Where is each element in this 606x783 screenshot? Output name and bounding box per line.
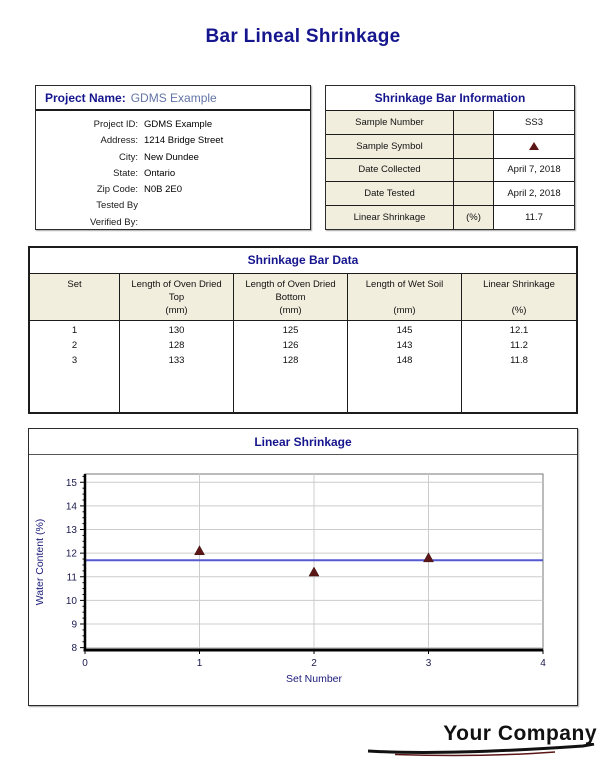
info-table-row (326, 181, 574, 205)
svg-text:12: 12 (65, 548, 77, 560)
svg-text:2: 2 (311, 658, 317, 669)
data-table-column-header (348, 274, 462, 320)
project-field-value: GDMS Example (144, 119, 213, 130)
svg-text:14: 14 (65, 501, 77, 513)
header-line: Set (67, 279, 82, 290)
project-field-row (36, 166, 310, 182)
svg-text:11: 11 (66, 572, 77, 584)
project-field-label: Zip Code: (96, 184, 138, 196)
info-rows (326, 111, 574, 229)
header-line: Length of Wet Soil (365, 279, 444, 290)
data-table-cell: 3 (71, 355, 78, 366)
data-table-cell: 1 (71, 325, 78, 336)
project-field-row (36, 182, 310, 198)
svg-text:9: 9 (71, 619, 77, 631)
project-field-value: Ontario (144, 167, 176, 179)
data-table-cell: 11.8 (510, 355, 528, 366)
data-table-cell: 143 (396, 340, 413, 351)
data-table-column (462, 321, 576, 412)
data-table-cell: 145 (396, 325, 413, 336)
info-row-unit (454, 182, 494, 205)
info-row-value: April 7, 2018 (507, 164, 561, 176)
project-field-row (36, 198, 310, 214)
shrinkage-bar-data-table (28, 246, 578, 414)
info-row-value (494, 135, 574, 158)
header-line: (mm) (393, 305, 416, 316)
linear-shrinkage-chart-box (28, 428, 578, 706)
project-field-value: New Dundee (144, 151, 199, 163)
project-field-label: Project ID: (93, 119, 138, 130)
header-line (32, 304, 117, 317)
project-field-label: City: (119, 151, 138, 163)
svg-text:Water Content (%): Water Content (%) (34, 518, 46, 606)
info-table-row (326, 134, 574, 158)
data-table-body (30, 321, 576, 412)
data-table-cell: 128 (282, 355, 299, 366)
data-table-cell: 11.2 (510, 340, 528, 351)
logo-swoosh-icon (365, 743, 597, 757)
svg-text:3: 3 (425, 658, 432, 669)
info-row-value: April 2, 2018 (507, 188, 561, 200)
info-row-label: Linear Shrinkage (326, 206, 454, 229)
svg-text:Set Number: Set Number (285, 673, 343, 685)
info-box-header (326, 86, 574, 111)
project-info-box (35, 85, 311, 230)
svg-text:10: 10 (65, 595, 77, 607)
data-table-column-header (462, 274, 576, 320)
data-table-column-header (120, 274, 234, 320)
data-table-cell: 133 (168, 355, 185, 366)
data-table-column (120, 321, 234, 412)
data-table-column (348, 321, 462, 412)
project-field-label: Verified By: (89, 216, 138, 228)
project-field-label: State: (113, 167, 138, 179)
svg-text:4: 4 (540, 658, 546, 669)
header-line (32, 291, 117, 304)
data-table-cell: 2 (71, 340, 78, 351)
project-field-value: 1214 Bridge Street (144, 135, 224, 147)
info-row-unit (454, 135, 494, 158)
header-line (464, 291, 574, 304)
shrinkage-scatter-chart (29, 457, 577, 707)
data-table-cell: 125 (282, 325, 299, 336)
data-table-column-header (30, 274, 120, 320)
header-line: Top (168, 292, 185, 303)
svg-text:13: 13 (65, 525, 77, 537)
project-fields (36, 111, 310, 231)
top-row (35, 85, 575, 230)
chart-title: Linear Shrinkage (29, 429, 577, 455)
info-row-unit (454, 111, 494, 134)
data-table-column (234, 321, 348, 412)
svg-text:0: 0 (82, 658, 88, 669)
project-field-value: N0B 2E0 (144, 184, 183, 196)
header-line: Linear Shrinkage (483, 279, 555, 290)
footer (365, 722, 597, 757)
project-name-label: Project Name: (45, 90, 126, 105)
project-box-header (36, 86, 310, 111)
data-table-cell: 130 (168, 325, 185, 336)
data-table-header-row (30, 274, 576, 321)
info-row-value: 11.7 (525, 212, 543, 224)
project-field-row (36, 117, 310, 133)
svg-text:8: 8 (71, 643, 77, 655)
info-row-label: Date Tested (326, 182, 454, 205)
header-line: Bottom (275, 292, 306, 303)
header-line: Length of Oven Dried (245, 279, 336, 290)
info-row-unit (454, 159, 494, 182)
data-table-column (30, 321, 120, 412)
data-table-cell: 12.1 (509, 325, 529, 336)
header-line (350, 291, 459, 304)
info-table-row (326, 111, 574, 134)
project-name-value: GDMS Example (130, 90, 217, 105)
page-title: Bar Lineal Shrinkage (205, 26, 401, 47)
company-logo-text: Your Company (443, 722, 597, 745)
data-table-title: Shrinkage Bar Data (30, 248, 576, 274)
sample-symbol-triangle-icon (529, 142, 539, 150)
data-table-cell: 148 (396, 355, 413, 366)
data-table-cell: 128 (168, 340, 185, 351)
info-row-label: Sample Symbol (326, 135, 454, 158)
header-line: Length of Oven Dried (131, 279, 222, 290)
project-field-label: Address: (100, 135, 138, 147)
project-field-row (36, 133, 310, 149)
info-row-label: Sample Number (326, 111, 454, 134)
info-row-label: Date Collected (326, 159, 454, 182)
svg-text:1: 1 (196, 658, 203, 669)
info-table-row (326, 158, 574, 182)
project-field-row (36, 215, 310, 231)
header-line: (mm) (279, 305, 302, 316)
shrinkage-bar-info-box (325, 85, 575, 230)
svg-text:15: 15 (65, 477, 77, 489)
data-table-column-header (234, 274, 348, 320)
header-line: (mm) (165, 305, 188, 316)
project-field-row (36, 150, 310, 166)
info-table-row (326, 205, 574, 229)
info-row-unit: (%) (454, 206, 494, 229)
data-table-cell: 126 (282, 340, 299, 351)
info-row-value: SS3 (525, 116, 543, 128)
project-field-label: Tested By (96, 200, 138, 212)
info-box-title: Shrinkage Bar Information (374, 91, 526, 105)
header-line: (%) (511, 305, 527, 316)
